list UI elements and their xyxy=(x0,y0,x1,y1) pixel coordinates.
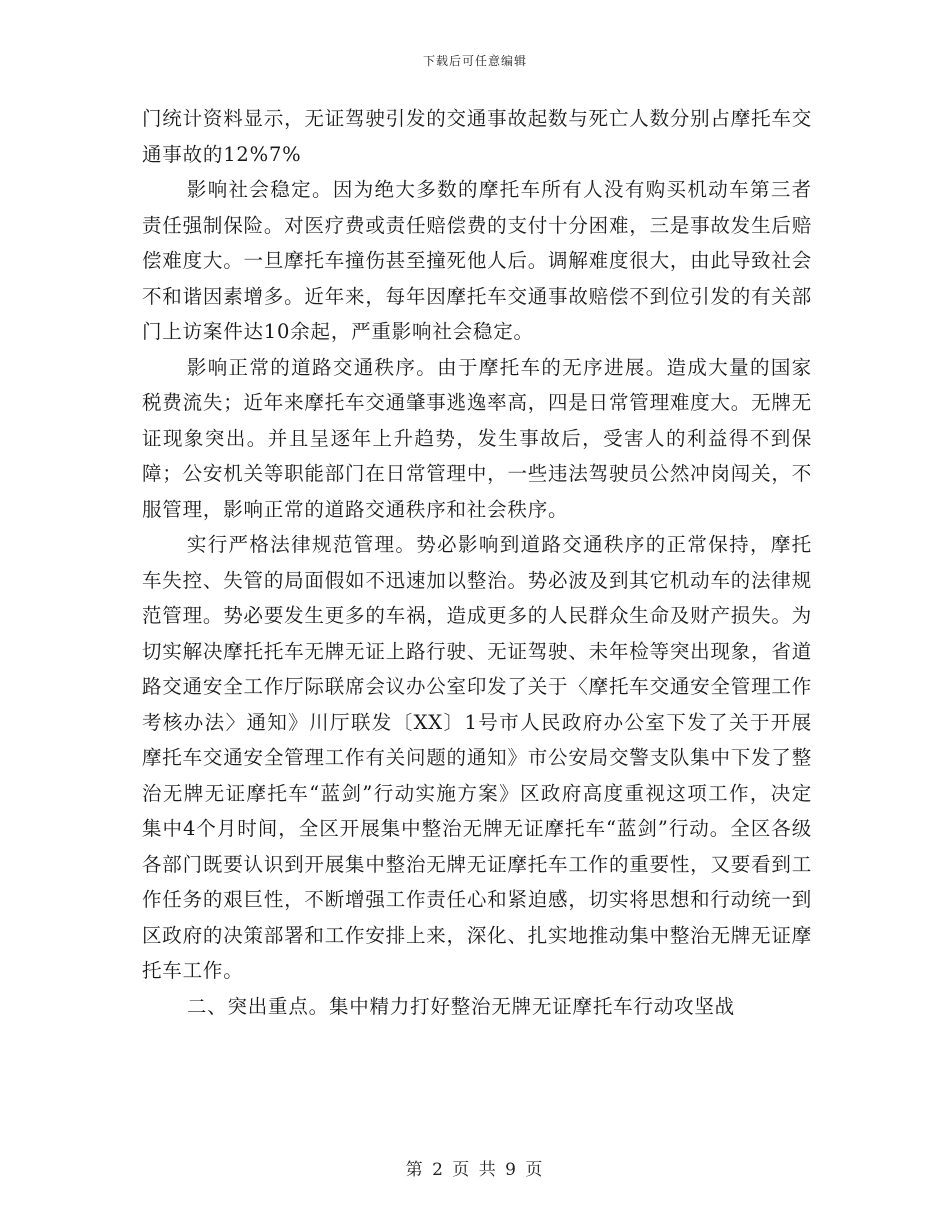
paragraph-3: 影响正常的道路交通秩序。由于摩托车的无序进展。造成大量的国家税费流失；近年来摩托车交通肇事逃逸率高，四是日常管理难度大。无牌无证现象突出。并且呈逐年上升趋势，发生事故后，受害人的利益得不到保障；公安机关等职能部门在日常管理中，一些违法驾驶员公然冲岗闯关，不服管理，影响正常的道路交通秩序和社会秩序。 xyxy=(142,355,812,521)
paragraph-5: 二、突出重点。集中精力打好整治无牌无证摩托车行动攻坚战 xyxy=(186,994,735,1018)
page-number-footer: 第 2 页 共 9 页 xyxy=(405,1160,545,1180)
document-body xyxy=(142,101,812,1024)
paragraph-2: 影响社会稳定。因为绝大多数的摩托车所有人没有购买机动车第三者责任强制保险。对医疗费或责任赔偿费的支付十分困难，三是事故发生后赔偿难度大。一旦摩托车撞伤甚至撞死他人后。调解难度很大，由此导致社会不和谐因素增多。近年来，每年因摩托车交通事故赔偿不到位引发的有关部门上访案件达10余起，严重影响社会稳定。 xyxy=(142,178,812,343)
paragraph-4: 实行严格法律规范管理。势必影响到道路交通秩序的正常保持，摩托车失控、失管的局面假如不迅速加以整治。势必波及到其它机动车的法律规范管理。势必要发生更多的车祸，造成更多的人民群众生命及财产损失。为切实解决摩托托车无牌无证上路行驶、无证驾驶、未年检等突出现象，省道路交通安全工作厅际联席会议办公室印发了关于〈摩托车交通安全管理工作考核办法〉通知》川厅联发〔XX〕1号市人民政府办公室下发了关于开展摩托车交通安全管理工作有关问题的通知》市公安局交警支队集中下发了整治无牌无证摩托车“蓝剑”行动实施方案》区政府高度重视这项工作，决定集中4个月时间，全区开展集中整治无牌无证摩托车“蓝剑”行动。全区各级各部门既要认识到开展集中整治无牌无证摩托车工作的重要性，又要看到工作任务的艰巨性，不断增强工作责任心和紧迫感，切实将思想和行动统一到区政府的决策部署和工作安排上来，深化、扎实地推动集中整治无牌无证摩托车工作。 xyxy=(142,533,812,982)
paragraph-1: 门统计资料显示，无证驾驶引发的交通事故起数与死亡人数分别占摩托车交通事故的12%7% xyxy=(142,107,812,166)
page-header: 下载后可任意编辑 xyxy=(422,54,527,68)
